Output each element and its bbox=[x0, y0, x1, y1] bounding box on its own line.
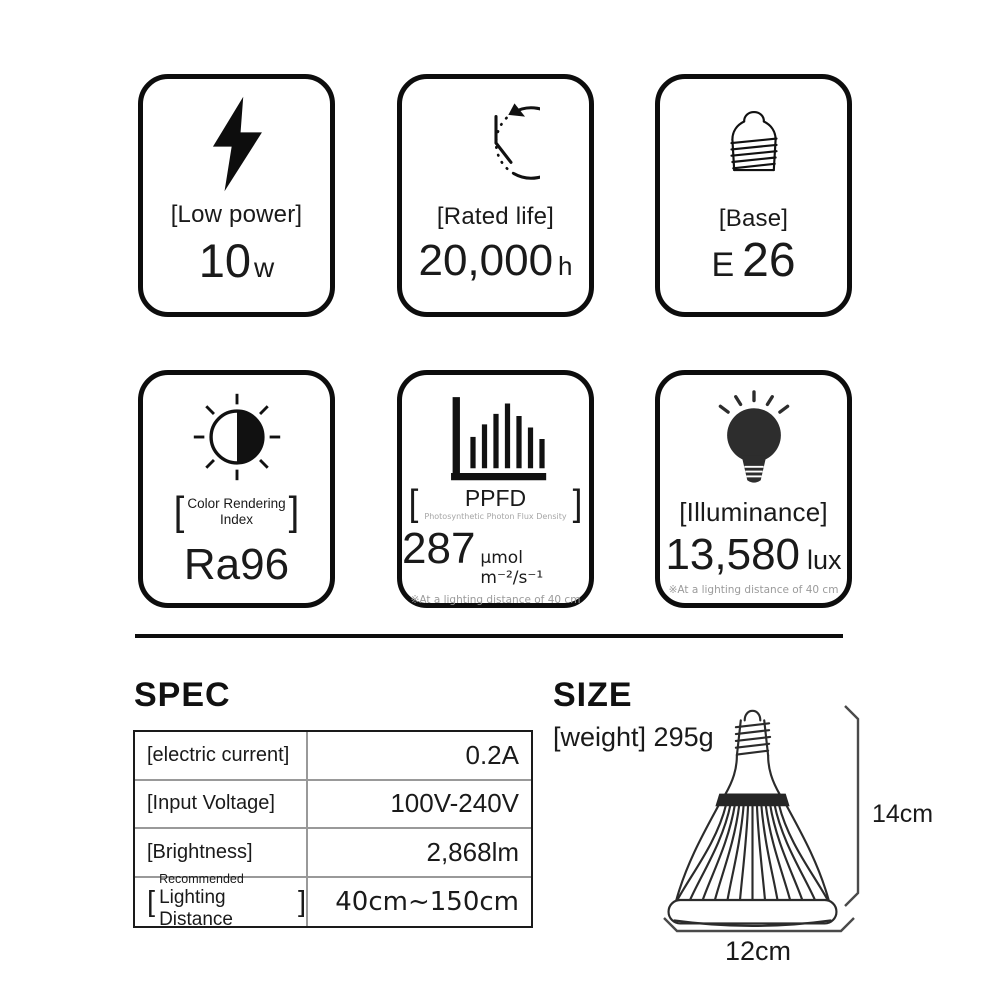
card-base-label: [Base] bbox=[718, 205, 789, 232]
weight-label: [weight] 295g bbox=[553, 722, 714, 752]
card-ppfd bbox=[397, 370, 594, 608]
card-illuminance-value bbox=[665, 530, 842, 579]
ppfd-value: 287 bbox=[402, 524, 476, 573]
ppfd-footnote: ※At a lighting distance of 40 cm bbox=[410, 594, 581, 606]
bar-chart-icon bbox=[437, 393, 555, 485]
ppfd-label-sub: Photosynthetic Photon Flux Density bbox=[424, 512, 567, 521]
spec-row-value: 100V-240V bbox=[308, 781, 531, 830]
spec-table bbox=[133, 730, 533, 928]
spec-row-label: [electric current] bbox=[135, 732, 308, 781]
rec-close-bracket: ] bbox=[297, 885, 306, 918]
rec-label-bottom: Lighting Distance bbox=[159, 886, 233, 930]
illuminance-value: 13,580 bbox=[665, 530, 801, 579]
size-title: SIZE bbox=[553, 676, 633, 714]
spec-row-value: 2,868lm bbox=[308, 829, 531, 878]
ppfd-open-bracket: [ bbox=[408, 483, 419, 525]
ppfd-label-stack bbox=[424, 487, 566, 521]
illuminance-unit: lux bbox=[807, 545, 842, 575]
card-low-power-label: [Low power] bbox=[170, 201, 303, 228]
ppfd-icon-area bbox=[437, 393, 555, 485]
card-rated-life-label: [Rated life] bbox=[436, 203, 555, 230]
low-power-value: 10 bbox=[198, 234, 252, 287]
half-sun-icon bbox=[189, 389, 285, 485]
base-value: 26 bbox=[742, 234, 796, 287]
illuminance-footnote: ※At a lighting distance of 40 cm bbox=[668, 584, 839, 596]
card-base-value bbox=[711, 234, 796, 287]
base-icon-area bbox=[709, 93, 799, 195]
rec-open-bracket: [ bbox=[147, 885, 156, 918]
width-dimension-bracket bbox=[662, 916, 856, 934]
ppfd-close-bracket: ] bbox=[572, 483, 583, 525]
bulb-size-illustration bbox=[650, 700, 855, 936]
width-dimension-label: 12cm bbox=[724, 936, 792, 966]
rated-life-value: 20,000 bbox=[418, 236, 554, 285]
spec-title: SPEC bbox=[134, 676, 231, 714]
card-ppfd-value bbox=[402, 524, 589, 588]
lightning-icon-area bbox=[205, 91, 269, 197]
card-low-power-value bbox=[198, 234, 275, 287]
screw-base-icon bbox=[709, 99, 799, 189]
cri-label-stack bbox=[187, 496, 285, 528]
bulb-fin-band bbox=[715, 794, 789, 807]
ppfd-unit: μmol m⁻²/s⁻¹ bbox=[480, 548, 544, 588]
cri-label-line1: Color Rendering bbox=[187, 495, 286, 511]
light-bulb-icon bbox=[706, 390, 802, 486]
card-rated-life bbox=[397, 74, 594, 317]
card-cri bbox=[138, 370, 335, 608]
height-dimension-bracket bbox=[843, 704, 861, 908]
card-base bbox=[655, 74, 852, 317]
card-illuminance bbox=[655, 370, 852, 608]
rec-label-stack bbox=[159, 873, 292, 930]
card-cri-label bbox=[173, 489, 300, 535]
spec-row-label bbox=[135, 872, 308, 930]
card-illuminance-label: [Illuminance] bbox=[679, 497, 828, 527]
spec-row-label: [Input Voltage] bbox=[135, 781, 308, 830]
clock-icon bbox=[452, 99, 540, 187]
rated-life-unit: h bbox=[558, 251, 573, 281]
card-low-power bbox=[138, 74, 335, 317]
section-divider bbox=[135, 634, 843, 638]
cri-open-bracket: [ bbox=[173, 489, 185, 535]
illuminance-icon-area bbox=[706, 387, 802, 489]
cri-value: Ra96 bbox=[183, 540, 290, 590]
card-rated-life-value bbox=[418, 236, 573, 285]
clock-icon-area bbox=[452, 91, 540, 195]
card-ppfd-label bbox=[408, 483, 583, 525]
lightning-bolt-icon bbox=[205, 95, 269, 193]
cri-label-line2: Index bbox=[219, 512, 254, 528]
low-power-unit: w bbox=[254, 252, 275, 283]
ppfd-label-main: PPFD bbox=[464, 485, 527, 511]
rec-label-top: Recommended bbox=[159, 872, 244, 887]
spec-row-label: [Brightness] bbox=[135, 829, 308, 878]
height-dimension-label: 14cm bbox=[872, 800, 934, 828]
cri-icon-area bbox=[189, 385, 285, 489]
cri-close-bracket: ] bbox=[288, 489, 300, 535]
spec-row-value: 40cm~150cm bbox=[335, 886, 519, 917]
spec-row-value: 0.2A bbox=[308, 732, 531, 781]
base-prefix: E bbox=[711, 246, 735, 284]
